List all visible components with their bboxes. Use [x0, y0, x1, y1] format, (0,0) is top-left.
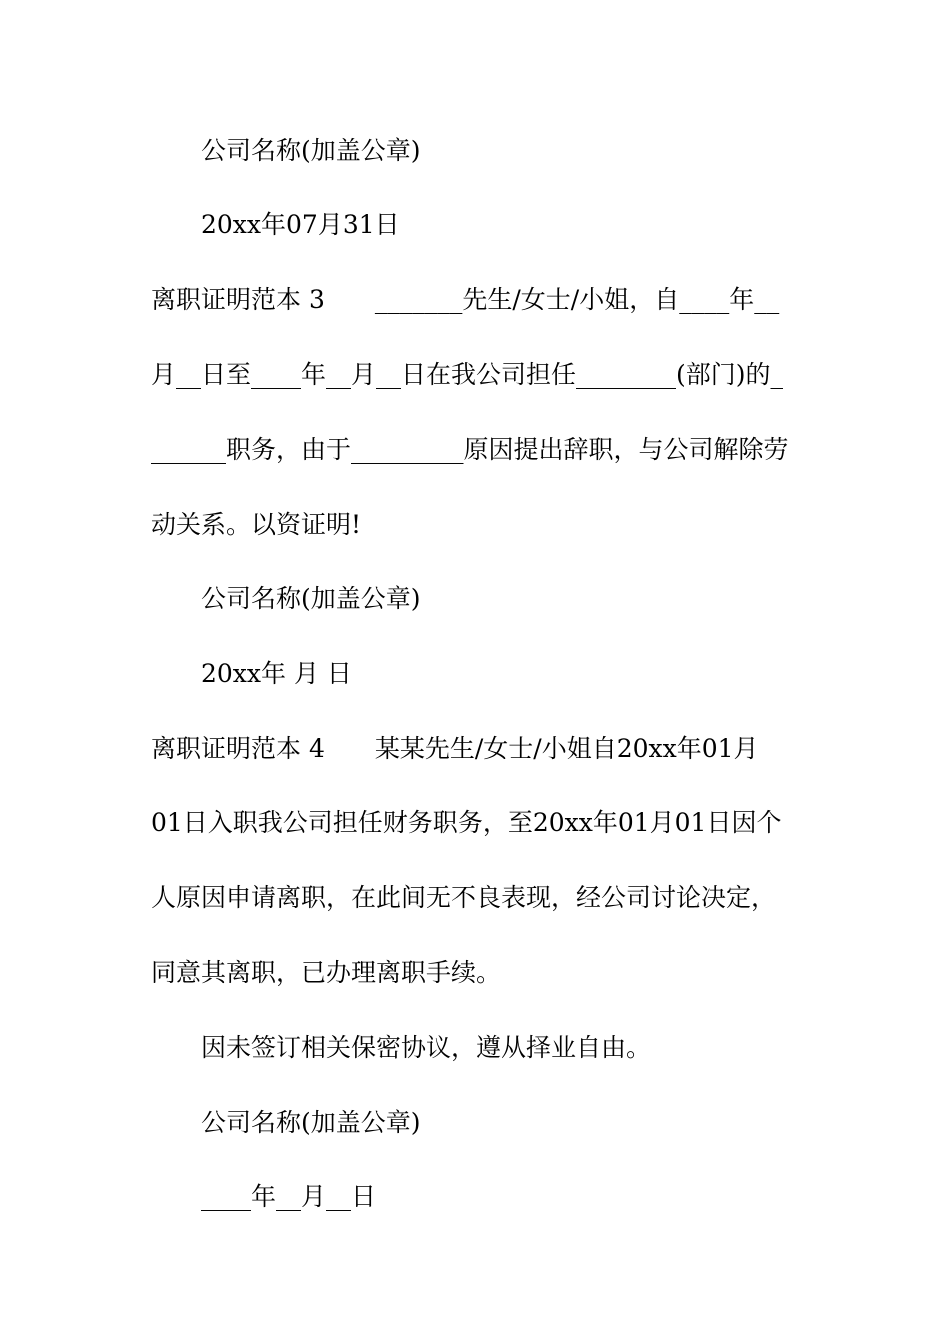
template-4-body-line-4: 同意其离职，已办理离职手续。: [151, 958, 502, 987]
template-4-heading-line: 离职证明范本 4 某某先生/女士/小姐自20xx年01月: [151, 734, 759, 763]
template-3-heading-line: 离职证明范本 3 _______先生/女士/小姐，自____年__: [151, 285, 780, 314]
template-3-body-line-3: ______职务，由于_________原因提出辞职，与公司解除劳: [151, 435, 789, 464]
date-line-1: 20xx年07月31日: [201, 210, 400, 239]
confidentiality-note: 因未签订相关保密协议，遵从择业自由。: [201, 1033, 652, 1062]
company-signature-2: 公司名称(加盖公章): [201, 584, 421, 613]
template-4-body-line-3: 人原因申请离职，在此间无不良表现，经公司讨论决定，: [151, 883, 777, 912]
date-line-2: 20xx年 月 日: [201, 659, 352, 688]
template-3-body-line-4: 动关系。以资证明!: [151, 510, 362, 539]
template-3-body-line-2: 月__日至____年__月__日在我公司担任________(部门)的_: [151, 360, 784, 389]
company-signature-1: 公司名称(加盖公章): [201, 136, 421, 165]
template-4-body-line-2: 01日入职我公司担任财务职务，至20xx年01月01日因个: [151, 808, 782, 837]
date-line-3: ____年__月__日: [201, 1182, 377, 1211]
company-signature-3: 公司名称(加盖公章): [201, 1108, 421, 1137]
